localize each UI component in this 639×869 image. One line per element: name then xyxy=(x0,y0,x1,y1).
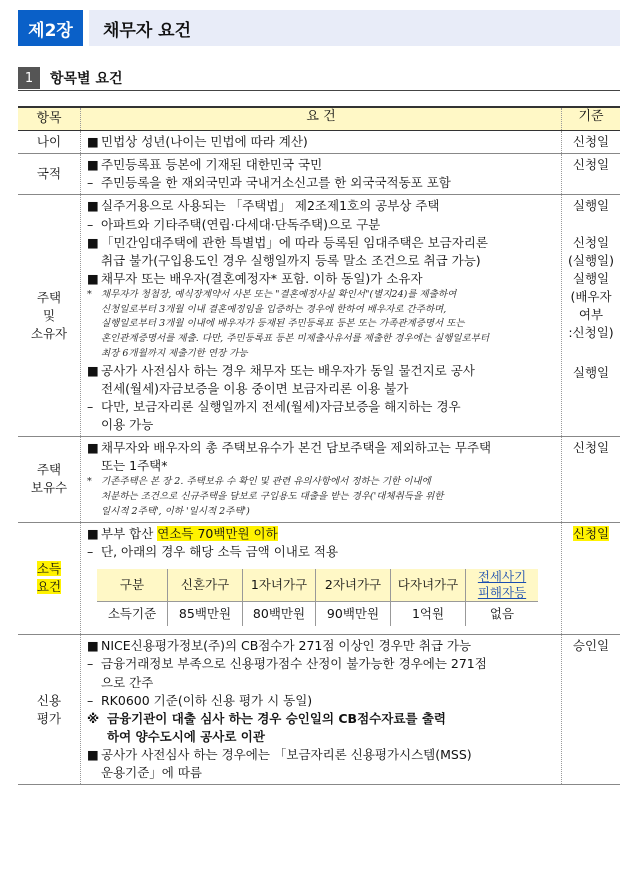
age-label: 나이 xyxy=(18,131,81,154)
income-date: 신청일 xyxy=(562,522,621,635)
bullet-icon: ■ xyxy=(87,638,99,654)
housing-date-2a: 신청일 xyxy=(572,234,610,250)
bullet-icon: ■ xyxy=(87,362,99,378)
credit-text-4b: 하여 양수도시에 공사로 이관 xyxy=(107,728,265,744)
nationality-text-1: 주민등록표 등본에 기재된 대한민국 국민 xyxy=(101,157,323,173)
nationality-date: 신청일 xyxy=(562,154,621,195)
nationality-text-2: 주민등록을 한 재외국민과 국내거소신고를 한 외국국적동포 포함 xyxy=(101,175,451,191)
income-text-2: 단, 아래의 경우 해당 소득 금액 이내로 적용 xyxy=(101,543,339,559)
nationality-label: 국적 xyxy=(18,154,81,195)
requirements-table xyxy=(18,106,620,785)
housing-note-5: 최장 6개월까지 제출기한 연장 가능 xyxy=(101,347,248,359)
income-table-row: 소득기준 85백만원 80백만원 90백만원 1억원 없음 xyxy=(97,602,538,627)
housing-text-6b: 이용 가능 xyxy=(101,416,154,432)
income-label: 소득 요건 xyxy=(18,522,81,635)
housing-date-3b: (배우자 xyxy=(570,288,612,304)
count-note-1: 기존주택은 본 장 2. 주택보유 수 확인 및 관련 유의사항에서 정하는 기한 이내에 xyxy=(101,476,431,488)
header-item: 항목 xyxy=(18,107,81,131)
reference-mark-icon: ※ xyxy=(87,710,100,726)
housing-note-3: 실행일로부터 3개월 이내에 배우자가 등재된 주민등록표 등본 또는 가족관계증명서 또는 xyxy=(101,318,465,330)
count-note-2: 처분하는 조건으로 신규주택을 담보로 구입용도 대출을 받는 경우('대체취득을 위한 xyxy=(101,491,444,503)
credit-text-4a: 금융기관이 대출 심사 하는 경우 승인일의 CB점수자료를 출력 xyxy=(107,710,446,726)
credit-text-2a: 금융거래정보 부족으로 신용평가점수 산정이 불가능한 경우에는 271점 xyxy=(101,656,487,672)
bullet-icon: ■ xyxy=(87,198,99,214)
fraud-victim-link[interactable]: 전세사기 피해자등 xyxy=(466,569,539,602)
header-requirement: 요 건 xyxy=(81,107,562,131)
age-date: 신청일 xyxy=(562,131,621,154)
chapter-header xyxy=(18,10,620,46)
housing-owner-label: 주택 및 소유자 xyxy=(18,195,81,437)
credit-text-5b: 운용기준」에 따름 xyxy=(101,765,202,781)
housing-date-3a: 실행일 xyxy=(572,270,610,286)
dash-icon: – xyxy=(87,656,94,672)
income-highlight: 연소득 70백만원 이하 xyxy=(157,525,278,541)
count-note-3: 일시적 2주택', 이하 '일시적 2주택') xyxy=(101,505,250,517)
age-text: 민법상 성년(나이는 민법에 따라 계산) xyxy=(101,134,308,149)
row-credit xyxy=(18,635,620,785)
count-text-1a: 채무자와 배우자의 총 주택보유수가 본건 담보주택을 제외하고는 무주택 xyxy=(101,440,492,456)
housing-text-5a: 공사가 사전심사 하는 경우 채무자 또는 배우자가 동일 물건지로 공사 xyxy=(101,362,475,378)
header-date: 기준 xyxy=(562,107,621,131)
bullet-icon: ■ xyxy=(87,234,99,250)
dash-icon: – xyxy=(87,692,94,708)
housing-note-2: 신청일로부터 3개월 이내 결혼예정임을 입증하는 경우에 한하여 배우자로 간주하며, xyxy=(101,303,447,315)
housing-text-1: 실주거용으로 사용되는 「주택법」 제2조제1호의 공부상 주택 xyxy=(101,198,440,214)
credit-text-1: NICE신용평가정보(주)의 CB점수가 271점 이상인 경우만 취급 가능 xyxy=(101,638,472,654)
section-number: 1 xyxy=(18,67,40,89)
housing-owner-dates xyxy=(562,195,621,437)
housing-note-1: 채무자가 청첩장, 예식장계약서 사본 또는 "결혼예정사실 확인서"(별지24)를 제출하여 xyxy=(101,289,457,300)
housing-count-date: 신청일 xyxy=(562,437,621,522)
dash-icon: – xyxy=(87,398,94,414)
housing-text-5b: 전세(월세)자금보증을 이용 중이면 보금자리론 이용 불가 xyxy=(101,380,409,396)
income-standard-table xyxy=(97,569,538,627)
row-nationality xyxy=(18,154,620,195)
credit-label: 신용 평가 xyxy=(18,635,81,785)
bullet-icon: ■ xyxy=(87,525,99,541)
credit-text-3: RK0600 기준(이하 신용 평가 시 동일) xyxy=(101,692,313,708)
chapter-number: 제2장 xyxy=(18,10,83,46)
income-table-header: 구분 신혼가구 1자녀가구 2자녀가구 다자녀가구 전세사기 피해자등 xyxy=(97,569,538,602)
housing-text-3a: 「민간임대주택에 관한 특별법」에 따라 등록된 임대주택은 보금자리론 xyxy=(101,234,488,250)
row-age xyxy=(18,131,620,154)
housing-note-4: 혼인관계증명서를 제출. 다만, 주민등록표 등본 미제출사유서를 제출한 경우에는 실행일로부터 xyxy=(101,333,490,345)
credit-text-5a: 공사가 사전심사 하는 경우에는 「보금자리론 신용평가시스템(MSS) xyxy=(101,747,472,762)
housing-count-label: 주택 보유수 xyxy=(18,437,81,522)
bullet-icon: ■ xyxy=(87,440,99,456)
housing-text-6a: 다만, 보금자리론 실행일까지 전세(월세)자금보증을 해지하는 경우 xyxy=(101,398,461,414)
housing-date-1: 실행일 xyxy=(572,198,610,214)
bullet-icon: ■ xyxy=(87,270,99,286)
bullet-icon: ■ xyxy=(87,134,99,149)
housing-text-4: 채무자 또는 배우자(결혼예정자* 포함. 이하 동일)가 소유자 xyxy=(101,270,423,286)
dash-icon: – xyxy=(87,175,94,191)
section-header xyxy=(18,66,620,91)
bullet-icon: ■ xyxy=(87,157,99,173)
section-title: 항목별 요건 xyxy=(50,71,123,87)
row-income xyxy=(18,522,620,635)
row-housing-count xyxy=(18,437,620,522)
dash-icon: – xyxy=(87,543,94,559)
housing-date-4: 실행일 xyxy=(572,365,610,381)
credit-text-2b: 으로 간주 xyxy=(101,674,154,690)
housing-date-3d: :신청일) xyxy=(568,325,614,341)
housing-text-2: 아파트와 기타주택(연립·다세대·단독주택)으로 구분 xyxy=(101,216,381,232)
income-text-1: 부부 합산 연소득 70백만원 이하 xyxy=(101,525,278,541)
housing-date-2b: (실행일) xyxy=(568,252,614,268)
credit-date: 승인일 xyxy=(562,635,621,785)
row-housing-owner xyxy=(18,195,620,437)
asterisk-icon: * xyxy=(87,476,92,488)
count-text-1b: 또는 1주택* xyxy=(101,458,168,474)
housing-date-3c: 여부 xyxy=(578,307,604,322)
bullet-icon: ■ xyxy=(87,747,99,762)
asterisk-icon: * xyxy=(87,289,92,300)
table-header-row xyxy=(18,107,620,131)
dash-icon: – xyxy=(87,216,94,232)
chapter-title: 채무자 요건 xyxy=(89,10,620,46)
housing-text-3b: 취급 불가(구입용도인 경우 실행일까지 등록 말소 조건으로 취급 가능) xyxy=(101,252,481,268)
